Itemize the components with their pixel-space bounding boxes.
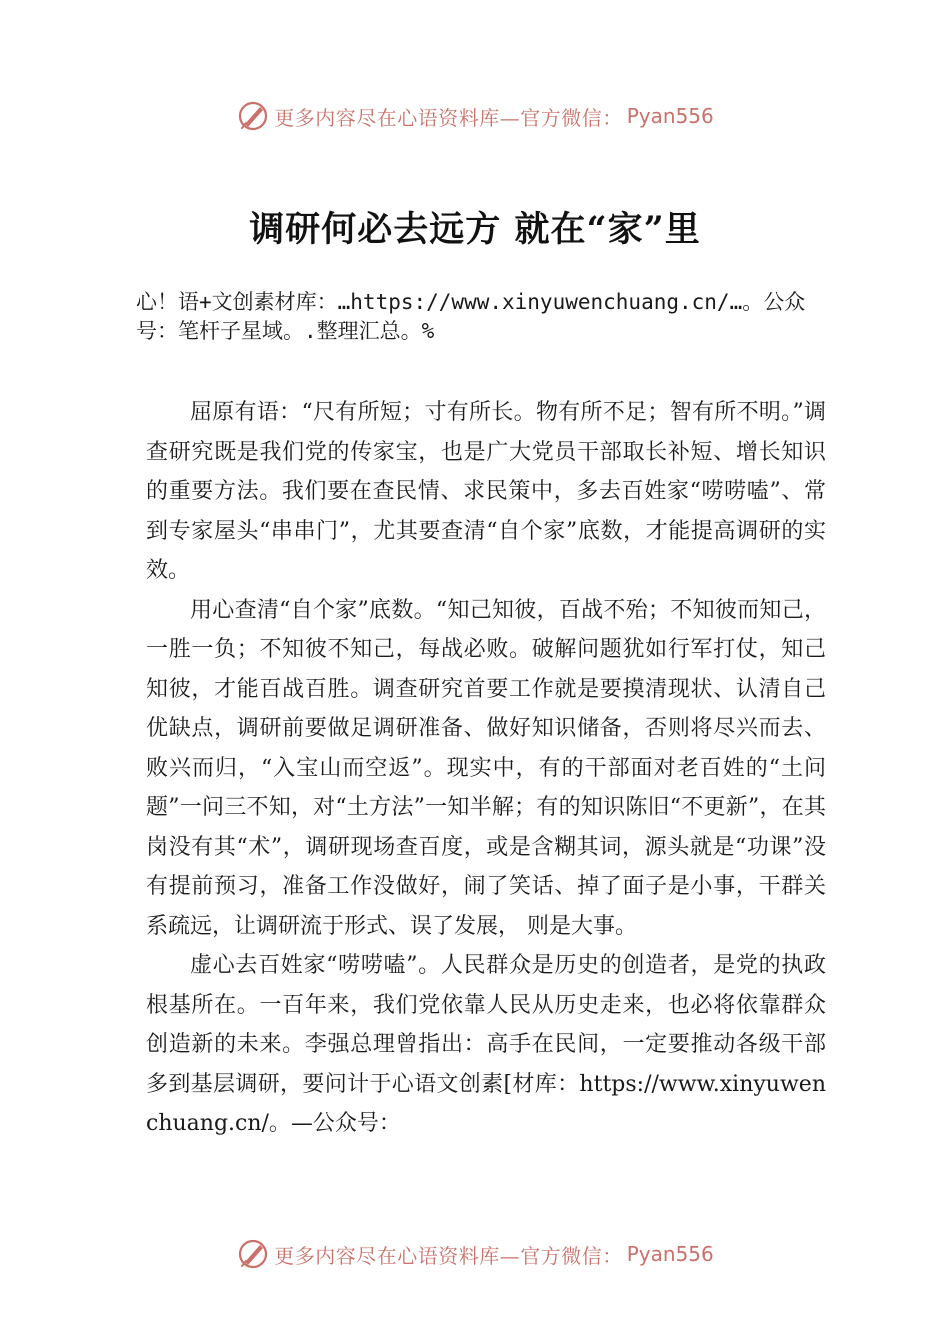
paragraph-1: 屈原有语：“尺有所短；寸有所长。物有所不足；智有所不明。”调查研究既是我们党的传家宝，也是广大党员干部取长补短、增长知识的重要方法。我们要在查民情、求民策中，多去百姓家“唠唠嗑”、常到专家屋头“串串门”，尤其要查清“自个家”底数，才能提高调研的实效。 [146, 400, 826, 583]
article-body [146, 393, 826, 1144]
banner-wechat-id: Pyan556 [626, 104, 714, 128]
document-title: 调研何必去远方 就在“家”里 [249, 209, 701, 250]
banner-wechat-id: Pyan556 [626, 1242, 714, 1266]
paragraph-3: 虚心去百姓家“唠唠嗑”。人民群众是历史的创造者，是党的执政根基所在。一百年来，我们党依靠人民从历史走来，也必将依靠群众创造新的未来。李强总理曾指出：高手在民间，一定要推动各级干部多到基层调研，要问计于心语文创素[材库：https://www.xinyuwenchuang.cn/。—公众号： [146, 953, 826, 1136]
footer-banner [0, 1234, 950, 1274]
quill-pen-logo-icon [236, 1237, 270, 1271]
quill-pen-logo-icon [236, 99, 270, 133]
banner-text: 更多内容尽在心语资料库—官方微信： [274, 1243, 623, 1268]
banner-text: 更多内容尽在心语资料库—官方微信： [274, 105, 623, 130]
header-banner [0, 96, 950, 136]
paragraph-2: 用心查清“自个家”底数。“知己知彼，百战不殆；不知彼而知己，一胜一负；不知彼不知己，每战必败。破解问题犹如行军打仗，知己知彼，才能百战百胜。调查研究首要工作就是要摸清现状、认清自己优缺点，调研前要做足调研准备、做好知识储备，否则将尽兴而去、败兴而归，“入宝山而空返”。现实中，有的干部面对老百姓的“土问题”一问三不知，对“土方法”一知半解；有的知识陈旧“不更新”，在其岗没有其“术”，调研现场查百度，或是含糊其词，源头就是“功课”没有提前预习，准备工作没做好，闹了笑话、掉了面子是小事，干群关系疏远，让调研流于形式、误了发展， 则是大事。 [146, 597, 826, 939]
source-line: 心！语+文创素材库：…https://www.xinyuwenchuang.cn/…。公众号：笔杆子星域。.整理汇总。% [136, 290, 806, 343]
